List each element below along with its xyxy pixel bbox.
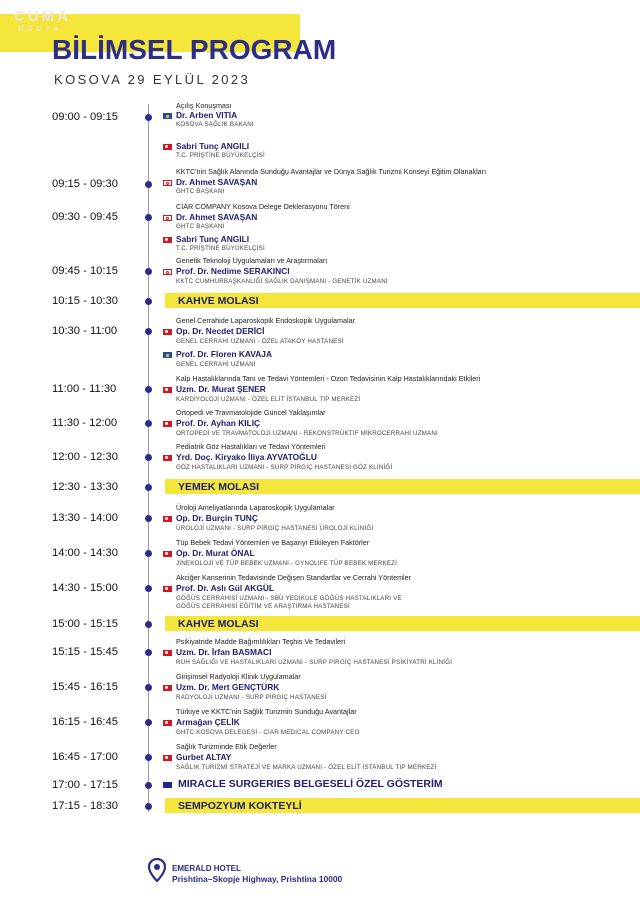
- speaker-name: Dr. Ahmet SAVAŞAN: [176, 212, 258, 222]
- speaker-role: T.C. PRİŞTİNE BÜYÜKELÇİSİ: [176, 152, 265, 159]
- brand-logo-sub: MEDYA: [18, 26, 63, 33]
- session-time: 09:00 - 09:15: [52, 111, 118, 123]
- page-title: BİLİMSEL PROGRAM: [52, 34, 337, 65]
- session-topic: Ortopedi ve Travmatolojide Güncel Yaklaşımlar: [176, 408, 326, 417]
- timeline-dot: [145, 649, 152, 656]
- turkey-flag-icon: [163, 329, 172, 335]
- trnc-flag-icon: [163, 269, 172, 275]
- timeline-dot: [145, 550, 152, 557]
- speaker-role: T.C. PRİŞTİNE BÜYÜKELÇİSİ: [176, 245, 265, 252]
- trnc-flag-icon: [163, 215, 172, 221]
- speaker-name: Dr. Arben VITIA: [176, 110, 238, 120]
- speaker-role: RADYOLOJİ UZMANI - SURP PİRGİÇ HASTANESİ: [176, 694, 327, 701]
- session-time: 09:45 - 10:15: [52, 265, 118, 277]
- speaker-name: Armağan ÇELİK: [176, 717, 240, 727]
- brand-logo: CUMA: [14, 8, 71, 25]
- session-topic: Pediatrik Göz Hastalıkları ve Tedavi Yöntemleri: [176, 442, 326, 451]
- speaker-role: GÖĞÜS CERRAHİSİ EĞİTİM VE ARAŞTIRMA HASTANESİ: [176, 603, 350, 610]
- timeline-dot: [145, 719, 152, 726]
- speaker-name: Sabri Tunç ANGILI: [176, 234, 250, 244]
- kosovo-flag-icon: [163, 352, 172, 358]
- session-topic: Üroloji Ameliyatlarında Laparoskopik Uygulamalar: [176, 503, 335, 512]
- session-time: 13:30 - 14:00: [52, 512, 118, 524]
- timeline-dot: [145, 268, 152, 275]
- session-time: 16:15 - 16:45: [52, 716, 118, 728]
- turkey-flag-icon: [163, 685, 172, 691]
- speaker-name: Prof. Dr. Floren KAVAJA: [176, 349, 273, 359]
- speaker-name: Yrd. Doç. Kiryako İliya AYVATOĞLU: [176, 452, 317, 462]
- timeline-dot: [145, 181, 152, 188]
- speaker-role: GHTC BAŞKANI: [176, 223, 225, 230]
- session-topic: Genetik Teknoloji Uygulamaları ve Araştırmaları: [176, 256, 328, 265]
- turkey-flag-icon: [163, 455, 172, 461]
- speaker-role: GHTC BAŞKANI: [176, 188, 225, 195]
- turkey-flag-icon: [163, 144, 172, 150]
- timeline-dot: [145, 782, 152, 789]
- speaker-name: Op. Dr. Necdet DERİCİ: [176, 326, 265, 336]
- session-time: 15:45 - 16:15: [52, 681, 118, 693]
- speaker-role: GÖZ HASTALIKLARI UZMANI - SURP PİRGİÇ HASTANESİ GÖZ KLİNİĞİ: [176, 464, 393, 471]
- speaker-name: Op. Dr. Burçin TUNÇ: [176, 513, 258, 523]
- special-screening-label: MIRACLE SURGERIES BELGESELİ ÖZEL GÖSTERİM: [178, 778, 443, 790]
- turkey-flag-icon: [163, 551, 172, 557]
- map-pin-icon: [148, 858, 166, 882]
- speaker-role: ÜROLOJİ UZMANI - SURP PİRGİÇ HASTANESİ ÜROLOJİ KLİNİĞİ: [176, 525, 374, 532]
- session-topic: Sağlık Turizminde Etik Değerler: [176, 742, 277, 751]
- session-time: 17:00 - 17:15: [52, 779, 118, 791]
- session-time: 09:30 - 09:45: [52, 211, 118, 223]
- session-topic: Genel Cerrahide Laparoskopik Endoskopik Uygulamalar: [176, 316, 355, 325]
- break-label: SEMPOZYUM KOKTEYLİ: [178, 800, 302, 812]
- session-time: 11:30 - 12:00: [52, 417, 118, 429]
- speaker-name: Uzm. Dr. Mert GENÇTÜRK: [176, 682, 280, 692]
- speaker-role: KOSOVA SAĞLIK BAKANI: [176, 121, 254, 128]
- speaker-name: Gurbet ALTAY: [176, 752, 232, 762]
- speaker-name: Prof. Dr. Nedime SERAKINCI: [176, 266, 290, 276]
- session-time: 10:30 - 11:00: [52, 325, 118, 337]
- session-time: 16:45 - 17:00: [52, 751, 118, 763]
- speaker-role: GÖĞÜS CERRAHİSİ UZMANI - SBÜ YEDİKULE GÖĞÜS HASTALIKLARI VE: [176, 595, 402, 602]
- speaker-name: Prof. Dr. Ayhan KILIÇ: [176, 418, 261, 428]
- speaker-role: GENEL CERRAHİ UZMANI - ÖZEL ATAKÖY HASTANESİ: [176, 338, 344, 345]
- speaker-role: GHTC KOSOVA DELEGESİ - CIAR MEDICAL COMPANY CEO: [176, 729, 360, 736]
- session-topic: Açılış Konuşması: [176, 101, 232, 110]
- timeline-dot: [145, 585, 152, 592]
- session-time: 17:15 - 18:30: [52, 800, 118, 812]
- timeline-dot: [145, 214, 152, 221]
- session-time: 11:00 - 11:30: [52, 383, 117, 395]
- session-time: 14:00 - 14:30: [52, 547, 118, 559]
- break-label: YEMEK MOLASI: [178, 481, 260, 493]
- session-topic: CIAR COMPANY Kosova Delege Deklerasyonu Töreni: [176, 202, 350, 211]
- turkey-flag-icon: [163, 421, 172, 427]
- timeline-dot: [145, 754, 152, 761]
- turkey-flag-icon: [163, 586, 172, 592]
- trnc-flag-icon: [163, 180, 172, 186]
- session-time: 10:15 - 10:30: [52, 295, 118, 307]
- session-topic: Türkiye ve KKTC'nin Sağlık Turizmin Sunduğu Avantajlar: [176, 707, 357, 716]
- venue-address: Prishtina–Skopje Highway, Prishtina 10000: [172, 874, 343, 884]
- speaker-name: Sabri Tunç ANGILI: [176, 141, 250, 151]
- kosovo-flag-icon: [163, 113, 172, 119]
- timeline-dot: [145, 298, 152, 305]
- speaker-role: SAĞLIK TURİZMİ STRATEJİ VE MARKA UZMANI - ÖZEL ELİT İSTANBUL TIP MERKEZİ: [176, 764, 437, 771]
- session-topic: KKTC'nin Sağlık Alanında Sunduğu Avantajlar ve Dünya Sağlık Turizmi Konseyi Eğitim Olanakları: [176, 167, 487, 176]
- break-label: KAHVE MOLASI: [178, 295, 259, 307]
- venue-name: EMERALD HOTEL: [172, 864, 241, 873]
- timeline-dot: [145, 515, 152, 522]
- turkey-flag-icon: [163, 650, 172, 656]
- turkey-flag-icon: [163, 237, 172, 243]
- speaker-name: Prof. Dr. Aslı Gül AKGÜL: [176, 583, 275, 593]
- timeline-dot: [145, 328, 152, 335]
- session-topic: Akciğer Kanserinin Tedavisinde Değişen Standartlar ve Cerrahi Yöntemler: [176, 573, 412, 582]
- timeline-dot: [145, 386, 152, 393]
- speaker-role: KARDİYOLOJİ UZMANI - ÖZEL ELİT İSTANBUL TIP MERKEZİ: [176, 396, 361, 403]
- timeline-dot: [145, 684, 152, 691]
- session-topic: Kalp Hastalıklarında Tanı ve Tedavi Yöntemleri - Ozon Tedavisinin Kalp Hastalıklarındaki Etkileri: [176, 374, 481, 383]
- session-topic: Psikiyatride Madde Bağımlılıkları Teşhis Ve Tedavileri: [176, 637, 346, 646]
- speaker-name: Dr. Ahmet SAVAŞAN: [176, 177, 258, 187]
- session-time: 15:00 - 15:15: [52, 618, 118, 630]
- speaker-name: Uzm. Dr. İrfan BASMACI: [176, 647, 272, 657]
- session-time: 14:30 - 15:00: [52, 582, 118, 594]
- speaker-name: Op. Dr. Murat ÖNAL: [176, 548, 255, 558]
- speaker-role: ORTOPEDİ VE TRAVMATOLOJİ UZMANI - REKONSTRÜKTİF MİKROCERRAHİ UZMANI: [176, 430, 438, 437]
- timeline-dot: [145, 621, 152, 628]
- timeline-dot: [145, 454, 152, 461]
- session-time: 12:00 - 12:30: [52, 451, 118, 463]
- speaker-role: KKTC CUMHURBAŞKANLIĞI SAĞLIK DANIŞMANI - GENETİK UZMANI: [176, 278, 388, 285]
- timeline-dot: [145, 484, 152, 491]
- timeline-dot: [145, 114, 152, 121]
- session-topic: Girişimsel Radyoloji Klinik Uygulamalar: [176, 672, 301, 681]
- timeline-dot: [145, 803, 152, 810]
- turkey-flag-icon: [163, 387, 172, 393]
- page-subtitle: KOSOVA 29 EYLÜL 2023: [54, 72, 251, 87]
- session-time: 09:15 - 09:30: [52, 178, 118, 190]
- session-time: 15:15 - 15:45: [52, 646, 118, 658]
- break-label: KAHVE MOLASI: [178, 618, 259, 630]
- session-topic: Tüp Bebek Tedavi Yöntemleri ve Başarıyı Etkileyen Faktörler: [176, 538, 370, 547]
- speaker-role: RUH SAĞLIĞI VE HASTALIKLARI UZMANI - SURP PİRGİÇ HASTANESİ PSİKİYATRİ KLİNİĞİ: [176, 659, 453, 666]
- timeline-dot: [145, 420, 152, 427]
- session-time: 12:30 - 13:30: [52, 481, 118, 493]
- turkey-flag-icon: [163, 755, 172, 761]
- speaker-role: GENEL CERRAHİ UZMANI: [176, 361, 256, 368]
- turkey-flag-icon: [163, 720, 172, 726]
- turkey-flag-icon: [163, 516, 172, 522]
- speaker-role: JİNEKOLOJİ VE TÜP BEBEK UZMANI - GYNOLIFE TÜP BEBEK MERKEZİ: [176, 560, 398, 567]
- eu-flag-icon: [163, 782, 172, 788]
- speaker-name: Uzm. Dr. Murat ŞENER: [176, 384, 266, 394]
